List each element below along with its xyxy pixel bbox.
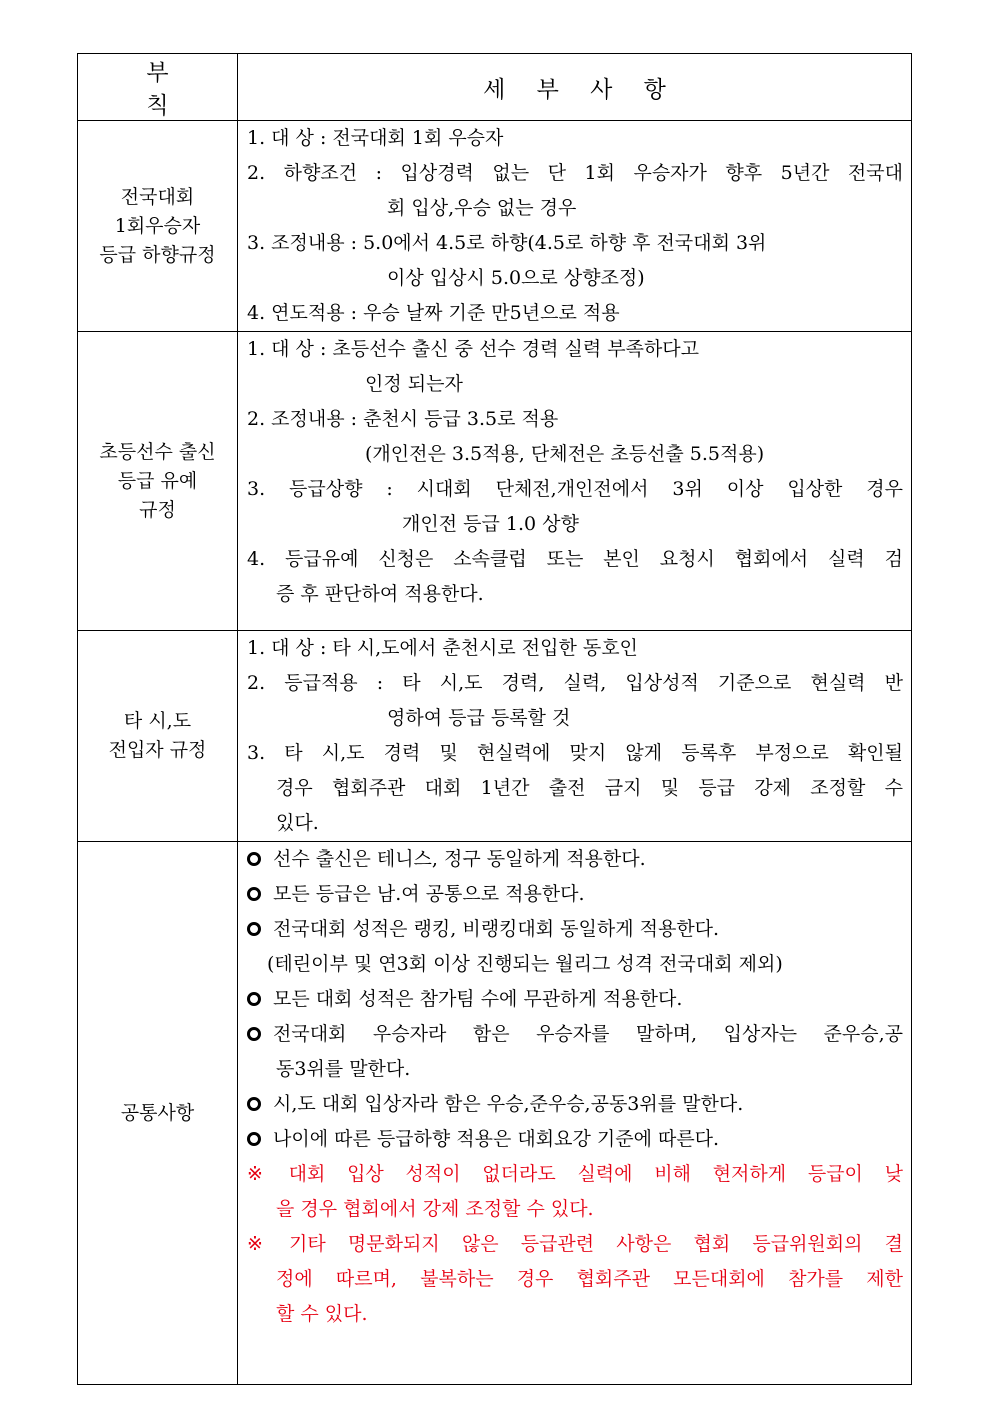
detail-line: (개인전은 3.5적용, 단체전은 초등선출 5.5적용) xyxy=(365,443,765,465)
circle-bullet-icon xyxy=(247,922,261,936)
header-rule: 부 칙 xyxy=(78,54,238,121)
detail-line: 영하여 등급 등록할 것 xyxy=(387,707,571,729)
detail-line: 회 입상,우승 없는 경우 xyxy=(387,197,577,219)
detail-line: 1. 대 상 : 전국대회 1회 우승자 xyxy=(247,127,504,149)
detail-line: 2. 조정내용 : 춘천시 등급 3.5로 적용 xyxy=(247,408,559,430)
header-row xyxy=(78,54,912,121)
detail-line: 인정 되는자 xyxy=(365,373,463,395)
bullet-item: 전국대회 성적은 랭킹, 비랭킹대회 동일하게 적용한다. xyxy=(247,912,903,947)
details-common xyxy=(238,842,912,1385)
detail-line: 경우 협회주관 대회 1년간 출전 금지 및 등급 강제 조정할 수 xyxy=(276,777,903,799)
note-continuation: 할 수 있다. xyxy=(276,1303,368,1325)
note-continuation: 정에 따르며, 불복하는 경우 협회주관 모든대회에 참가를 제한 xyxy=(276,1268,903,1290)
category-common: 공통사항 xyxy=(78,842,238,1385)
detail-line: 4. 연도적용 : 우승 날짜 기준 만5년으로 적용 xyxy=(247,302,620,324)
detail-line: 증 후 판단하여 적용한다. xyxy=(276,583,484,605)
circle-bullet-icon xyxy=(247,887,261,901)
details-transfer xyxy=(238,631,912,842)
bullet-item: 전국대회 우승자라 함은 우승자를 말하며, 입상자는 준우승,공 xyxy=(247,1017,903,1052)
details-elementary xyxy=(238,332,912,631)
bullet-item: 시,도 대회 입상자라 함은 우승,준우승,공동3위를 말한다. xyxy=(247,1087,903,1122)
detail-line: 2. 등급적용 : 타 시,도 경력, 실력, 입상성적 기준으로 현실력 반 xyxy=(247,672,903,694)
header-details: 세 부 사 항 xyxy=(238,54,912,121)
bullet-continuation: 동3위를 말한다. xyxy=(276,1058,411,1080)
detail-line: 1. 대 상 : 초등선수 출신 중 선수 경력 실력 부족하다고 xyxy=(247,338,700,360)
reference-mark-icon: ※ xyxy=(247,1163,279,1185)
bullet-item: 모든 등급은 남.여 공통으로 적용한다. xyxy=(247,877,903,912)
circle-bullet-icon xyxy=(247,1097,261,1111)
category-national: 전국대회 1회우승자 등급 하향규정 xyxy=(78,121,238,332)
circle-bullet-icon xyxy=(247,852,261,866)
detail-line: 이상 입상시 5.0으로 상향조정) xyxy=(387,267,645,289)
category-transfer: 타 시,도 전입자 규정 xyxy=(78,631,238,842)
detail-line: 있다. xyxy=(276,812,319,834)
detail-line: 3. 등급상향 : 시대회 단체전,개인전에서 3위 이상 입상한 경우 xyxy=(247,478,903,500)
section-elementary xyxy=(78,332,912,631)
reference-mark-icon: ※ xyxy=(247,1233,280,1255)
paren-note: (테린이부 및 연3회 이상 진행되는 월리그 성격 전국대회 제외) xyxy=(267,953,783,975)
note-item: ※ 기타 명문화되지 않은 등급관련 사항은 협회 등급위원회의 결 xyxy=(247,1233,903,1255)
section-national xyxy=(78,121,912,332)
detail-line: 4. 등급유예 신청은 소속클럽 또는 본인 요청시 협회에서 실력 검 xyxy=(247,548,903,570)
detail-line: 1. 대 상 : 타 시,도에서 춘천시로 전입한 동호인 xyxy=(247,637,638,659)
note-item: ※ 대회 입상 성적이 없더라도 실력에 비해 현저하게 등급이 낮 xyxy=(247,1163,903,1185)
detail-line: 3. 조정내용 : 5.0에서 4.5로 하향(4.5로 하향 후 전국대회 3위 xyxy=(247,232,767,254)
bullet-item: 선수 출신은 테니스, 정구 동일하게 적용한다. xyxy=(247,842,903,877)
bullet-item: 나이에 따른 등급하향 적용은 대회요강 기준에 따른다. xyxy=(247,1122,903,1157)
detail-line: 3. 타 시,도 경력 및 현실력에 맞지 않게 등록후 부정으로 확인될 xyxy=(247,742,903,764)
note-continuation: 을 경우 협회에서 강제 조정할 수 있다. xyxy=(276,1198,594,1220)
detail-line: 2. 하향조건 : 입상경력 없는 단 1회 우승자가 향후 5년간 전국대 xyxy=(247,162,903,184)
section-transfer xyxy=(78,631,912,842)
circle-bullet-icon xyxy=(247,992,261,1006)
circle-bullet-icon xyxy=(247,1132,261,1146)
section-common xyxy=(78,842,912,1385)
category-elementary: 초등선수 출신 등급 유예 규정 xyxy=(78,332,238,631)
detail-line: 개인전 등급 1.0 상향 xyxy=(402,513,579,535)
rules-table xyxy=(77,53,912,1385)
bullet-item: 모든 대회 성적은 참가팀 수에 무관하게 적용한다. xyxy=(247,982,903,1017)
details-national xyxy=(238,121,912,332)
circle-bullet-icon xyxy=(247,1027,261,1041)
